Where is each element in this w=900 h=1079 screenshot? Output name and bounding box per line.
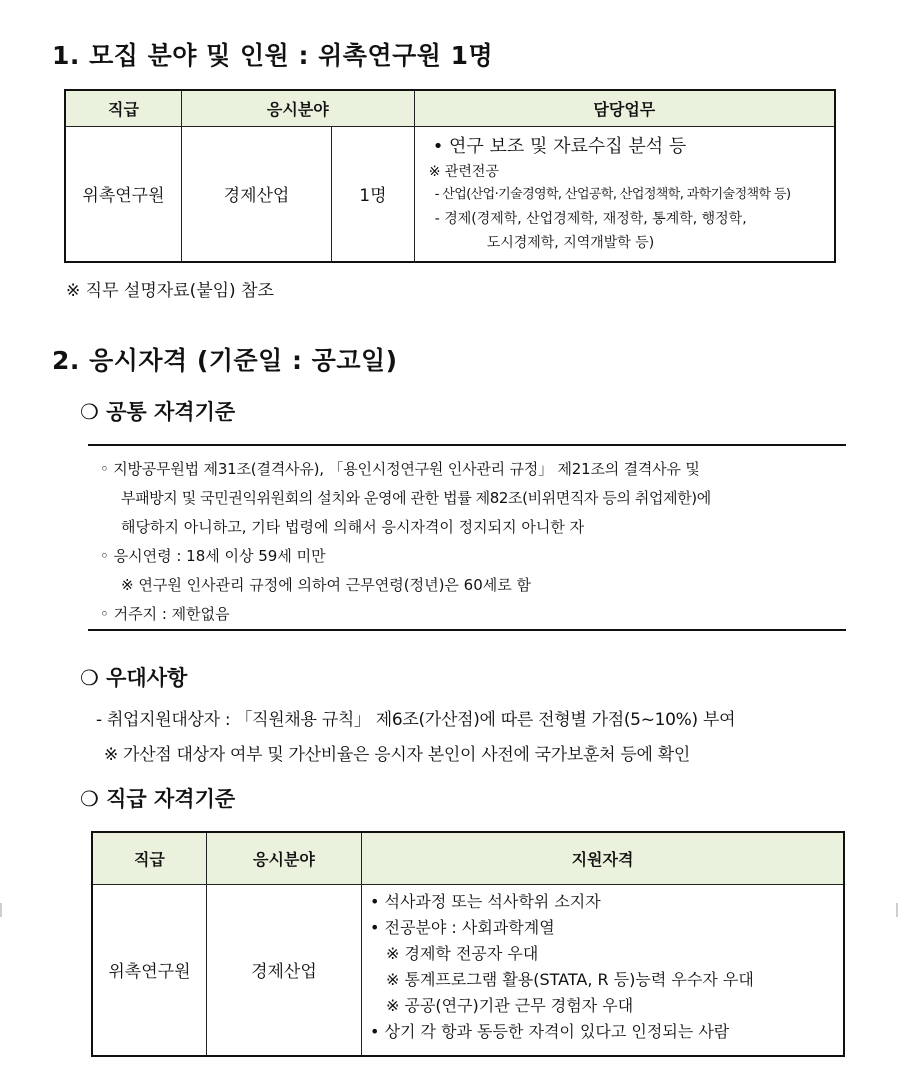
cell-field: 경제산업 [181, 126, 331, 262]
preference-line: ※ 가산점 대상자 여부 및 가산비율은 응시자 본인이 사전에 국가보훈처 등에 확인 [104, 745, 690, 765]
section1-title: 1. 모집 분야 및 인원 : 위촉연구원 1명 [52, 41, 494, 70]
cell-rank: 위촉연구원 [65, 126, 181, 262]
common-line: ◦ 응시연령 : 18세 이상 59세 미만 [100, 547, 326, 565]
header-qualification: 지원자격 [362, 832, 845, 884]
preference-title: ❍ 우대사항 [80, 666, 188, 690]
page-edge-mark [0, 903, 2, 917]
cell-qualifications [362, 884, 845, 1056]
header-field: 응시분야 [181, 90, 414, 126]
common-line: 해당하지 아니하고, 기타 법령에 의해서 응시자격이 정지되지 아니한 자 [121, 518, 585, 536]
qualification-line: ※ 공공(연구)기관 근무 경험자 우대 [386, 995, 634, 1015]
duty-line: - 산업(산업·기술경영학, 산업공학, 산업정책학, 과학기술정책학 등) [434, 186, 791, 202]
cell-field: 경제산업 [206, 884, 361, 1056]
cell-count: 1명 [332, 126, 415, 262]
qualification-line: • 상기 각 항과 동등한 자격이 있다고 인정되는 사람 [370, 1021, 730, 1041]
section1-note: ※ 직무 설명자료(붙임) 참조 [66, 281, 274, 301]
rank-criteria-title: ❍ 직급 자격기준 [80, 787, 236, 811]
header-rank: 직급 [92, 832, 206, 884]
qualification-line: ※ 통계프로그램 활용(STATA, R 등)능력 우수자 우대 [386, 969, 754, 989]
header-field: 응시분야 [206, 832, 361, 884]
preference-line: - 취업지원대상자 : 「직원채용 규칙」 제6조(가산점)에 따른 전형별 가점(5~10%) 부여 [96, 710, 736, 730]
header-duty: 담당업무 [414, 90, 835, 126]
header-rank: 직급 [65, 90, 181, 126]
rank-criteria-table [91, 831, 845, 1057]
cell-rank: 위촉연구원 [92, 884, 206, 1056]
qualification-line: • 전공분야 : 사회과학계열 [370, 917, 555, 937]
common-bottom-rule [88, 629, 846, 631]
cell-duties [414, 126, 835, 262]
common-line: 부패방지 및 국민권익위원회의 설치와 운영에 관한 법률 제82조(비위면직자 등의 취업제한)에 [121, 489, 711, 507]
qualification-line: • 석사과정 또는 석사학위 소지자 [370, 891, 601, 911]
common-line: ◦ 거주지 : 제한없음 [100, 605, 230, 623]
recruit-table [64, 89, 836, 263]
duty-line: - 경제(경제학, 산업경제학, 재정학, 통계학, 행정학, [434, 210, 747, 227]
duty-line: ※ 관련전공 [428, 163, 499, 180]
duty-line: 도시경제학, 지역개발학 등) [486, 234, 655, 251]
common-line: ※ 연구원 인사관리 규정에 의하여 근무연령(정년)은 60세로 함 [121, 576, 532, 594]
page-edge-mark [896, 903, 898, 917]
section2-title: 2. 응시자격 (기준일 : 공고일) [52, 346, 398, 375]
qualification-line: ※ 경제학 전공자 우대 [386, 943, 539, 963]
duty-line: • 연구 보조 및 자료수집 분석 등 [432, 135, 687, 157]
common-criteria-title: ❍ 공통 자격기준 [80, 400, 236, 424]
common-top-rule [88, 444, 846, 446]
common-line: ◦ 지방공무원법 제31조(결격사유), 「용인시정연구원 인사관리 규정」 제21조의 결격사유 및 [100, 460, 700, 478]
